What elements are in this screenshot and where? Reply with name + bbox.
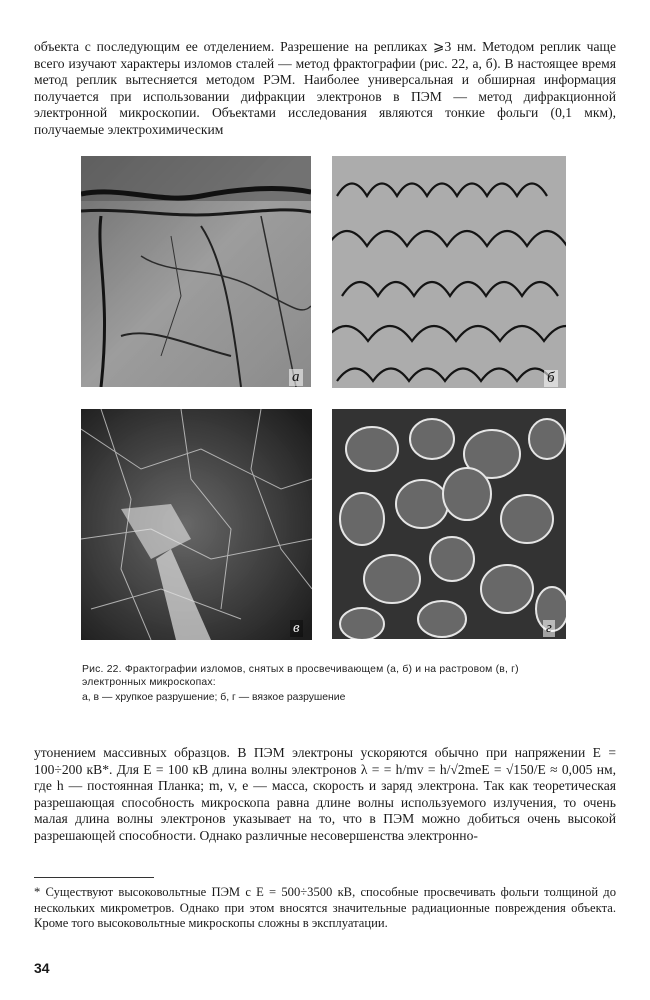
panel-label-c: в [290, 620, 303, 637]
figure-legend: а, в — хрупкое разрушение; б, г — вязкое разрушение [82, 692, 346, 703]
figure-caption: Рис. 22. Фрактографии изломов, снятых в просвечивающем (а, б) и на растровом (в, г) электронных микроскопах: [82, 664, 519, 688]
fractograph-a-brittle-tem [81, 156, 311, 387]
body-paragraph-top: объекта с последующим ее отделением. Разрешение на репликах ⩾3 нм. Методом реплик чаще всего изучают характеры изломов сталей — метод фрактографии (рис. 22, а, б). В настоящее время метод реплик вытесняется методом РЭМ. Наиболее универсальная и обширная информация получается при использовании дифракции электронов в ПЭМ — метод дифракционной электронной микроскопии. Объектами исследования являются тонкие фольги (0,1 мкм), получаемые электрохимическим [34, 39, 616, 137]
panel-label-d: г [543, 620, 555, 637]
fractograph-c-brittle-sem [81, 409, 312, 640]
footnote-separator [34, 877, 154, 878]
fractograph-d-ductile-sem [332, 409, 566, 639]
panel-label-b: б [544, 370, 558, 387]
body-paragraph-bottom: утонением массивных образцов. В ПЭМ электроны ускоряются обычно при напряжении E = 100÷200 кВ*. Для E = 100 кВ длина волны электронов λ = = h/mv = h/√2meE = √150/E ≈ 0,005 нм, где h — постоянная Планка; m, v, e — масса, скорость и заряд электрона. Так как теоретическая разрешающая способность микроскопа равна длине волны используемого излучения, то очень малая длина волны электронов указывает на то, что в ПЭМ можно добиться очень высокой разрешающей способности. Однако различные несовершенства электронно- [34, 745, 616, 843]
panel-label-a: а [289, 369, 303, 386]
page-number: 34 [34, 960, 50, 976]
footnote: * Существуют высоковольтные ПЭМ с E = 500÷3500 кВ, способные просвечивать фольги толщиной до нескольких микрометров. Однако при этом вносятся значительные радиационные повреждения объекта. Кроме того высоковольтные микроскопы сложны в эксплуатации. [34, 885, 616, 931]
fractograph-b-ductile-tem [332, 156, 566, 388]
